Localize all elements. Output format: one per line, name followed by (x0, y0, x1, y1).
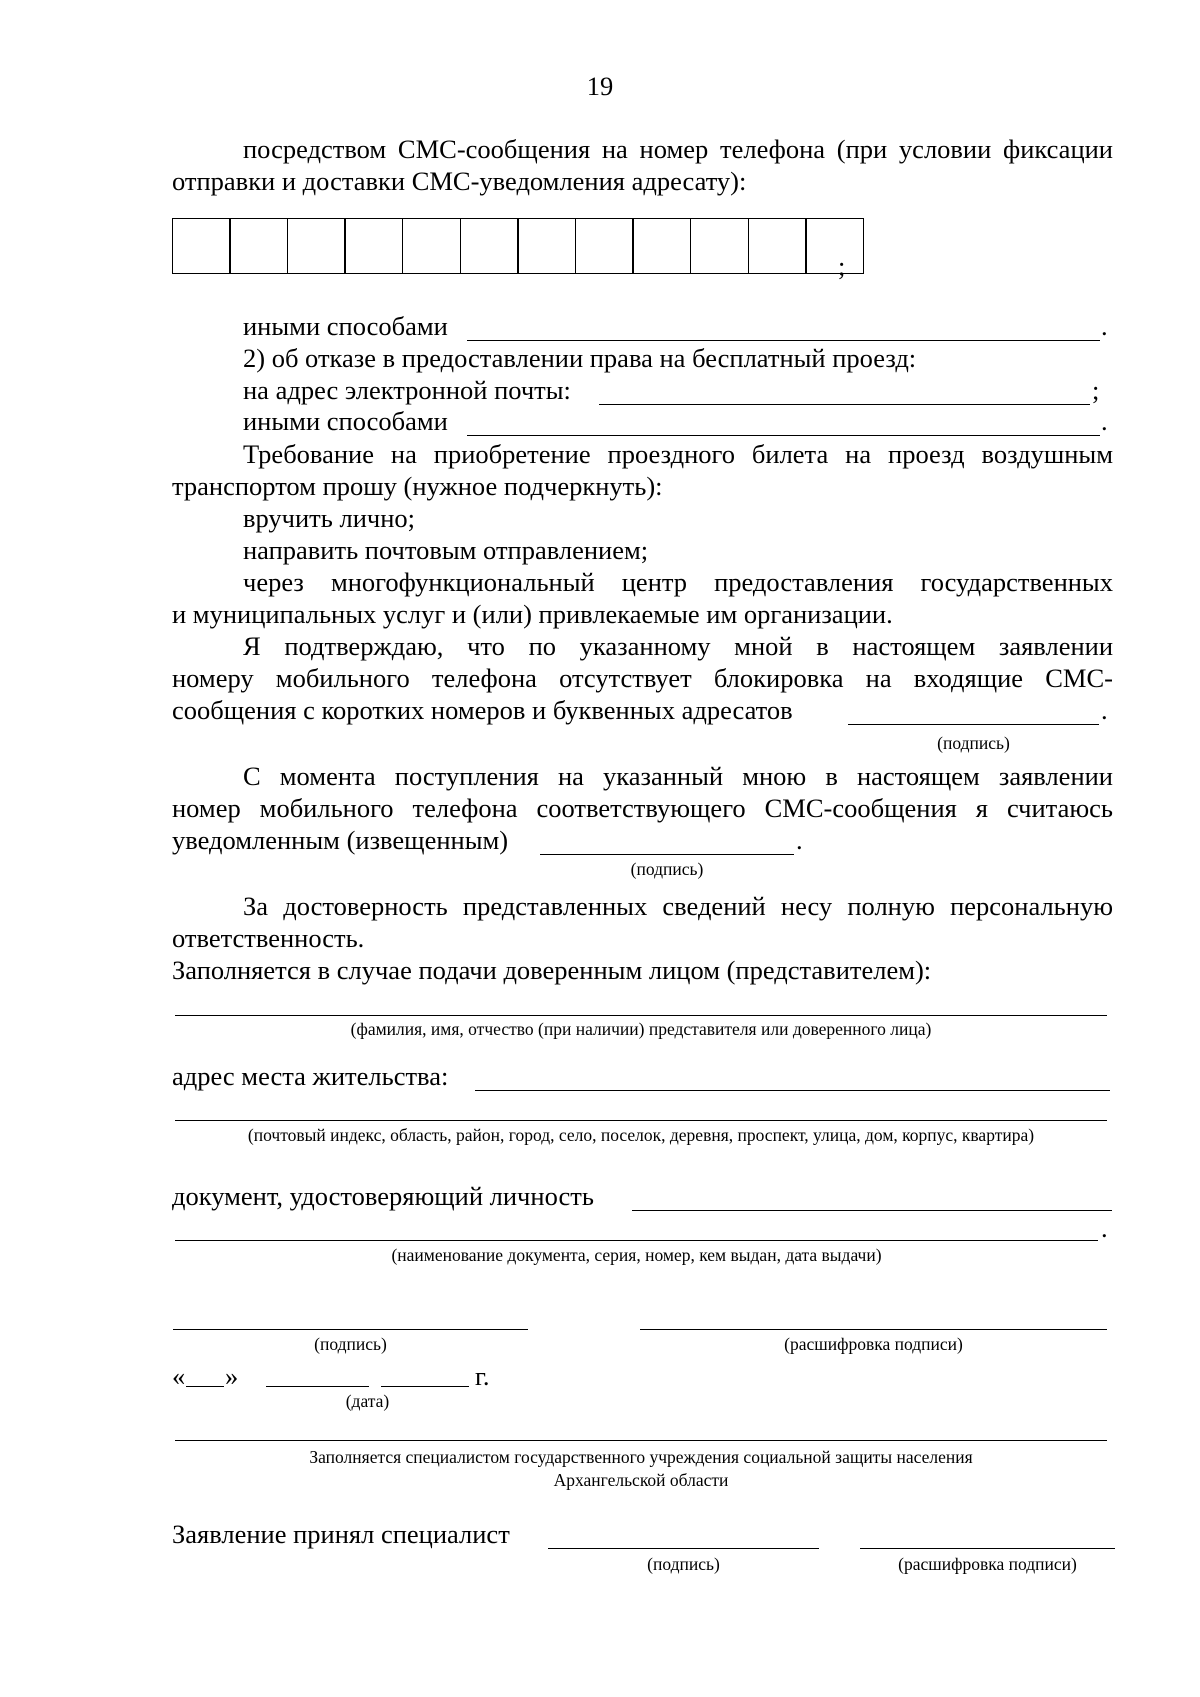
requirement-line-1: Требование на приобретение проездного билета на проезд воздушным (243, 439, 1113, 469)
option-mfc-line-1[interactable]: через многофункциональный центр предоставления государственных (243, 567, 1113, 597)
responsibility-line-2: ответственность. (172, 923, 365, 953)
other-methods-field-1[interactable] (467, 340, 1100, 341)
specialist-decoding-caption: (расшифровка подписи) (898, 1554, 1077, 1574)
specialist-note-line-1: Заполняется специалистом государственного учреждения социальной защиты населения (309, 1447, 973, 1467)
period: . (796, 825, 803, 855)
date-quote-open: « (172, 1361, 186, 1391)
address-field-1[interactable] (475, 1090, 1110, 1091)
grid-semicolon: ; (838, 251, 846, 281)
email-label: на адрес электронной почты: (243, 375, 571, 405)
notified-line-2: номер мобильного телефона соответствующего СМС-сообщения я считаюсь (172, 793, 1113, 823)
notified-line-3: уведомленным (извещенным) (172, 825, 509, 855)
representative-name-caption: (фамилия, имя, отчество (при наличии) представителя или доверенного лица) (350, 1019, 932, 1039)
phone-digit-cell[interactable] (344, 218, 403, 274)
option-mfc-line-2[interactable]: и муниципальных услуг и (или) привлекаемые им организации. (172, 599, 893, 629)
phone-digit-cell[interactable] (460, 218, 519, 274)
specialist-note-line-2: Архангельской области (553, 1470, 729, 1490)
notified-signature-field[interactable] (540, 854, 794, 855)
phone-digit-cell[interactable] (805, 218, 864, 274)
page-number: 19 (586, 71, 614, 101)
phone-digit-cell[interactable] (748, 218, 807, 274)
representative-heading: Заполняется в случае подачи доверенным лицом (представителем): (172, 955, 932, 985)
address-label: адрес места жительства: (172, 1061, 449, 1091)
confirm-signature-caption: (подпись) (937, 733, 1010, 753)
period: . (1101, 695, 1108, 725)
email-field[interactable] (599, 404, 1090, 405)
phone-digit-cell[interactable] (172, 218, 231, 274)
phone-number-grid[interactable] (173, 218, 864, 274)
phone-digit-cell[interactable] (517, 218, 576, 274)
address-caption: (почтовый индекс, область, район, город, село, поселок, деревня, проспект, улица, дом, корпус, квартира) (247, 1125, 1035, 1145)
date-year-field[interactable] (381, 1386, 469, 1387)
phone-digit-cell[interactable] (229, 218, 288, 274)
id-document-field-2[interactable] (175, 1240, 1098, 1241)
date-year-suffix: г. (475, 1361, 490, 1391)
specialist-signature-field[interactable] (548, 1548, 819, 1549)
phone-digit-cell[interactable] (690, 218, 749, 274)
date-quote-close: » (225, 1361, 239, 1391)
address-field-2[interactable] (175, 1120, 1107, 1121)
representative-name-field[interactable] (175, 1015, 1107, 1016)
signature-decoding-field[interactable] (640, 1329, 1107, 1330)
specialist-separator (175, 1440, 1107, 1441)
id-document-label: документ, удостоверяющий личность (172, 1181, 594, 1211)
phone-digit-cell[interactable] (402, 218, 461, 274)
other-methods-label-2: иными способами (243, 406, 448, 436)
confirm-line-3: сообщения с коротких номеров и буквенных адресатов (172, 695, 793, 725)
date-caption: (дата) (345, 1391, 390, 1411)
confirm-line-2: номеру мобильного телефона отсутствует блокировка на входящие СМС- (172, 663, 1113, 693)
confirm-signature-field[interactable] (848, 724, 1099, 725)
phone-digit-cell[interactable] (575, 218, 634, 274)
sms-line-1: посредством СМС-сообщения на номер телефона (при условии фиксации (243, 134, 1113, 164)
option-by-post[interactable]: направить почтовым отправлением; (243, 535, 649, 565)
other-methods-field-2[interactable] (467, 435, 1100, 436)
specialist-decoding-field[interactable] (860, 1548, 1115, 1549)
notified-signature-caption: (подпись) (630, 859, 704, 879)
option-in-person[interactable]: вручить лично; (243, 503, 415, 533)
specialist-signature-caption: (подпись) (647, 1554, 720, 1574)
applicant-signature-field[interactable] (173, 1329, 528, 1330)
responsibility-line-1: За достоверность представленных сведений несу полную персональную (243, 891, 1113, 921)
period: . (1101, 311, 1108, 341)
notified-line-1: С момента поступления на указанный мною в настоящем заявлении (243, 761, 1113, 791)
date-month-field[interactable] (266, 1386, 369, 1387)
id-document-field-1[interactable] (632, 1210, 1112, 1211)
requirement-line-2: транспортом прошу (нужное подчеркнуть): (172, 471, 663, 501)
date-day-field[interactable] (186, 1386, 224, 1387)
phone-digit-cell[interactable] (632, 218, 691, 274)
confirm-line-1: Я подтверждаю, что по указанному мной в настоящем заявлении (243, 631, 1113, 661)
applicant-signature-caption: (подпись) (314, 1334, 387, 1354)
semicolon: ; (1092, 375, 1100, 405)
signature-decoding-caption: (расшифровка подписи) (784, 1334, 963, 1354)
phone-digit-cell[interactable] (287, 218, 346, 274)
accepted-by-label: Заявление принял специалист (172, 1519, 510, 1549)
period: . (1101, 1213, 1108, 1243)
period: . (1101, 406, 1108, 436)
refusal-heading: 2) об отказе в предоставлении права на бесплатный проезд: (243, 343, 917, 373)
sms-line-2: отправки и доставки СМС-уведомления адресату): (172, 166, 747, 196)
id-document-caption: (наименование документа, серия, номер, кем выдан, дата выдачи) (391, 1245, 882, 1265)
other-methods-label-1: иными способами (243, 311, 448, 341)
